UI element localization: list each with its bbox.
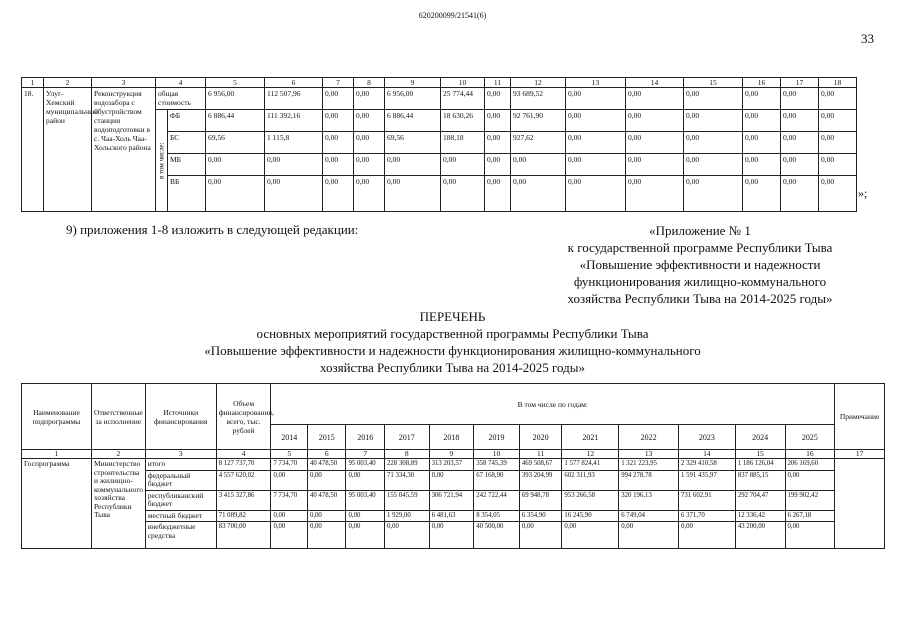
year-header: 2018: [429, 425, 474, 450]
funding-source: местный бюджет: [145, 510, 216, 522]
appendix-line: хозяйства Республики Тыва на 2014-2025 годы»: [567, 291, 833, 306]
value-cell: 69,56: [385, 132, 441, 154]
value-cell: 6 886,44: [385, 110, 441, 132]
value-cell: 953 266,58: [562, 490, 619, 510]
header-responsible: Ответственные за исполнение: [91, 384, 145, 450]
funding-source: федеральный бюджет: [145, 470, 216, 490]
col-index: 5: [271, 450, 308, 459]
program-measures-table: [21, 383, 885, 549]
row-label: МБ: [168, 154, 206, 176]
value-cell: 0,00: [385, 522, 430, 549]
col-index: 3: [145, 450, 216, 459]
value-cell: 469 508,67: [519, 459, 562, 471]
col-index: 6: [307, 450, 346, 459]
document-id: 620200099/21541(6): [418, 11, 487, 20]
value-cell: 43 200,00: [735, 522, 785, 549]
row-number: 18.: [22, 88, 44, 212]
header-note: Примечание: [835, 384, 885, 450]
value-cell: 0,00: [566, 88, 626, 110]
value-cell: 6 267,18: [785, 510, 835, 522]
value-cell: 199 902,42: [785, 490, 835, 510]
table-row: [22, 459, 885, 471]
header-total: Объем финансирования, всего, тыс. рублей: [216, 384, 271, 450]
value-cell: 0,00: [626, 154, 684, 176]
value-cell: 306 721,94: [429, 490, 474, 510]
value-cell: 0,00: [346, 470, 385, 490]
value-cell: 1 591 435,97: [679, 470, 736, 490]
year-header: 2020: [519, 425, 562, 450]
value-cell: 0,00: [354, 110, 385, 132]
value-cell: 0,00: [271, 510, 308, 522]
value-cell: 0,00: [562, 522, 619, 549]
col-index: 7: [346, 450, 385, 459]
row-label: общая стоимость: [156, 88, 206, 110]
value-cell: 0,00: [511, 176, 566, 212]
value-cell: 0,00: [743, 110, 781, 132]
value-cell: 292 704,47: [735, 490, 785, 510]
value-cell: 83 700,00: [216, 522, 271, 549]
value-cell: 0,00: [626, 110, 684, 132]
value-cell: 0,00: [684, 132, 743, 154]
col-index: 15: [735, 450, 785, 459]
value-cell: 1 115,8: [265, 132, 323, 154]
value-cell: 0,00: [566, 110, 626, 132]
year-header: 2024: [735, 425, 785, 450]
value-cell: 16 245,90: [562, 510, 619, 522]
value-cell: 4 557 620,02: [216, 470, 271, 490]
value-cell: 12 336,42: [735, 510, 785, 522]
value-cell: 0,00: [485, 132, 511, 154]
index-row: [22, 450, 885, 459]
closing-quote: »;: [858, 186, 868, 200]
year-header: 2021: [562, 425, 619, 450]
value-cell: 0,00: [485, 154, 511, 176]
value-cell: 95 003,40: [346, 490, 385, 510]
value-cell: 0,00: [346, 522, 385, 549]
value-cell: 0,00: [271, 470, 308, 490]
value-cell: 6 749,04: [619, 510, 679, 522]
value-cell: 8 127 737,70: [216, 459, 271, 471]
value-cell: 0,00: [265, 176, 323, 212]
value-cell: 0,00: [323, 176, 354, 212]
value-cell: 40 500,00: [474, 522, 520, 549]
value-cell: 0,00: [819, 88, 857, 110]
value-cell: 6 956,00: [385, 88, 441, 110]
value-cell: 0,00: [271, 522, 308, 549]
appendix-header: [535, 222, 865, 307]
value-cell: 313 203,57: [429, 459, 474, 471]
funding-source: итого: [145, 459, 216, 471]
value-cell: 0,00: [819, 132, 857, 154]
header-source: Источники финансирования: [145, 384, 216, 450]
value-cell: 0,00: [684, 88, 743, 110]
value-cell: 8 354,05: [474, 510, 520, 522]
value-cell: 0,00: [519, 522, 562, 549]
value-cell: 0,00: [743, 154, 781, 176]
value-cell: 242 722,44: [474, 490, 520, 510]
value-cell: 6 354,90: [519, 510, 562, 522]
district-name: Улуг-Хемский муниципальный район: [44, 88, 92, 212]
col-index: 12: [562, 450, 619, 459]
value-cell: 2 329 410,58: [679, 459, 736, 471]
funding-source: внебюджетные средства: [145, 522, 216, 549]
year-header: 2023: [679, 425, 736, 450]
col-index: 13: [619, 450, 679, 459]
value-cell: 18 630,26: [441, 110, 485, 132]
value-cell: 0,00: [485, 110, 511, 132]
value-cell: 0,00: [781, 110, 819, 132]
col-index: 14: [626, 78, 684, 88]
heading-line: «Повышение эффективности и надежности функционирования жилищно-коммунального: [204, 343, 701, 358]
value-cell: 0,00: [781, 132, 819, 154]
value-cell: 0,00: [323, 132, 354, 154]
col-index: 5: [206, 78, 265, 88]
project-cost-table: [21, 77, 857, 212]
value-cell: 1 929,00: [385, 510, 430, 522]
value-cell: 0,00: [619, 522, 679, 549]
value-cell: 0,00: [354, 132, 385, 154]
col-index: 17: [835, 450, 885, 459]
col-index: 10: [441, 78, 485, 88]
value-cell: 0,00: [743, 88, 781, 110]
value-cell: 320 196,13: [619, 490, 679, 510]
value-cell: 71 089,82: [216, 510, 271, 522]
value-cell: 111 392,16: [265, 110, 323, 132]
value-cell: 0,00: [679, 522, 736, 549]
col-index: 17: [781, 78, 819, 88]
value-cell: 69 948,78: [519, 490, 562, 510]
value-cell: 0,00: [323, 88, 354, 110]
value-cell: 0,00: [485, 176, 511, 212]
value-cell: 0,00: [354, 176, 385, 212]
value-cell: 0,00: [781, 88, 819, 110]
value-cell: 0,00: [441, 154, 485, 176]
value-cell: 7 734,70: [271, 459, 308, 471]
col-index: 8: [385, 450, 430, 459]
value-cell: 0,00: [743, 132, 781, 154]
col-index: 18: [819, 78, 857, 88]
funding-source: республиканский бюджет: [145, 490, 216, 510]
value-cell: 0,00: [429, 470, 474, 490]
value-cell: 0,00: [441, 176, 485, 212]
value-cell: 6 371,70: [679, 510, 736, 522]
table-header-row: [22, 78, 857, 88]
col-index: 15: [684, 78, 743, 88]
note-cell: [835, 459, 885, 549]
header-by-years: В том числе по годам:: [271, 384, 835, 425]
value-cell: 71 334,30: [385, 470, 430, 490]
value-cell: 40 478,50: [307, 490, 346, 510]
col-index: 3: [92, 78, 156, 88]
year-header: 2016: [346, 425, 385, 450]
value-cell: 69,56: [206, 132, 265, 154]
project-name: Реконструкция водозабора с обустройством станции водоподготовки в с. Чаа-Холь Чаа-Хольского района: [92, 88, 156, 212]
col-index: 10: [474, 450, 520, 459]
value-cell: 0,00: [743, 176, 781, 212]
value-cell: 0,00: [307, 510, 346, 522]
col-index: 11: [519, 450, 562, 459]
value-cell: 7 734,70: [271, 490, 308, 510]
value-cell: 0,00: [385, 154, 441, 176]
table-row: [22, 522, 885, 549]
value-cell: 927,62: [511, 132, 566, 154]
value-cell: 0,00: [485, 88, 511, 110]
value-cell: 1 186 126,04: [735, 459, 785, 471]
value-cell: 1 321 223,95: [619, 459, 679, 471]
col-index: 2: [91, 450, 145, 459]
value-cell: 0,00: [566, 176, 626, 212]
amendment-paragraph: 9) приложения 1-8 изложить в следующей редакции:: [66, 222, 359, 237]
col-index: 9: [429, 450, 474, 459]
header-program: Наименование подпрограммы: [22, 384, 92, 450]
col-index: 16: [743, 78, 781, 88]
col-index: 8: [354, 78, 385, 88]
value-cell: 6 481,63: [429, 510, 474, 522]
value-cell: 0,00: [206, 154, 265, 176]
value-cell: 1 577 824,41: [562, 459, 619, 471]
value-cell: 0,00: [265, 154, 323, 176]
value-cell: 25 774,44: [441, 88, 485, 110]
year-header: 2015: [307, 425, 346, 450]
value-cell: 6 886,44: [206, 110, 265, 132]
value-cell: 0,00: [323, 154, 354, 176]
value-cell: 0,00: [354, 154, 385, 176]
in-total-label: в том числе:: [156, 110, 168, 212]
value-cell: 0,00: [819, 176, 857, 212]
col-index: 9: [385, 78, 441, 88]
value-cell: 95 003,40: [346, 459, 385, 471]
list-heading: [0, 308, 905, 376]
col-index: 6: [265, 78, 323, 88]
page-number: 33: [861, 31, 874, 46]
value-cell: 358 745,39: [474, 459, 520, 471]
responsible-body: Министерство строительства и жилищно-коммунального хозяйства Республики Тыва: [91, 459, 145, 549]
value-cell: 155 045,59: [385, 490, 430, 510]
value-cell: 731 602,91: [679, 490, 736, 510]
appendix-line: «Приложение № 1: [649, 223, 751, 238]
value-cell: 837 885,15: [735, 470, 785, 490]
heading-title: ПЕРЕЧЕНЬ: [419, 309, 486, 324]
value-cell: 0,00: [781, 176, 819, 212]
row-label: ВБ: [168, 176, 206, 212]
year-header: 2017: [385, 425, 430, 450]
col-index: 4: [156, 78, 206, 88]
value-cell: 0,00: [385, 176, 441, 212]
table-row: [22, 88, 857, 110]
value-cell: 0,00: [307, 470, 346, 490]
value-cell: 0,00: [206, 176, 265, 212]
value-cell: 3 415 327,86: [216, 490, 271, 510]
value-cell: 92 761,90: [511, 110, 566, 132]
value-cell: 188,18: [441, 132, 485, 154]
value-cell: 393 204,99: [519, 470, 562, 490]
table-row: [22, 490, 885, 510]
value-cell: 0,00: [566, 154, 626, 176]
value-cell: 0,00: [684, 110, 743, 132]
value-cell: 0,00: [566, 132, 626, 154]
value-cell: 0,00: [354, 88, 385, 110]
value-cell: 0,00: [511, 154, 566, 176]
value-cell: 0,00: [684, 154, 743, 176]
value-cell: 0,00: [626, 132, 684, 154]
col-index: 7: [323, 78, 354, 88]
value-cell: 0,00: [307, 522, 346, 549]
value-cell: 206 169,60: [785, 459, 835, 471]
table-row: [22, 510, 885, 522]
value-cell: 602 311,93: [562, 470, 619, 490]
heading-line: основных мероприятий государственной программы Республики Тыва: [256, 326, 649, 341]
col-index: 16: [785, 450, 835, 459]
value-cell: 0,00: [626, 88, 684, 110]
value-cell: 0,00: [323, 110, 354, 132]
appendix-line: к государственной программе Республики Тыва: [567, 240, 833, 255]
row-label: БС: [168, 132, 206, 154]
value-cell: 93 689,52: [511, 88, 566, 110]
value-cell: 0,00: [346, 510, 385, 522]
year-header: 2014: [271, 425, 308, 450]
program-name: Госпрограмма: [22, 459, 92, 549]
value-cell: 112 507,96: [265, 88, 323, 110]
col-index: 1: [22, 78, 44, 88]
heading-line: хозяйства Республики Тыва на 2014-2025 годы»: [319, 360, 586, 375]
value-cell: 67 168,90: [474, 470, 520, 490]
col-index: 12: [511, 78, 566, 88]
table-row: [22, 470, 885, 490]
col-index: 13: [566, 78, 626, 88]
year-header: 2022: [619, 425, 679, 450]
value-cell: 0,00: [819, 154, 857, 176]
value-cell: 6 956,00: [206, 88, 265, 110]
row-label: ФБ: [168, 110, 206, 132]
value-cell: 0,00: [626, 176, 684, 212]
col-index: 2: [44, 78, 92, 88]
value-cell: 0,00: [684, 176, 743, 212]
col-index: 14: [679, 450, 736, 459]
year-header: 2019: [474, 425, 520, 450]
value-cell: 994 278,78: [619, 470, 679, 490]
value-cell: 0,00: [819, 110, 857, 132]
year-header: 2025: [785, 425, 835, 450]
col-index: 1: [22, 450, 92, 459]
appendix-line: функционирования жилищно-коммунального: [573, 274, 827, 289]
col-index: 11: [485, 78, 511, 88]
col-index: 4: [216, 450, 271, 459]
value-cell: 228 308,89: [385, 459, 430, 471]
value-cell: 0,00: [781, 154, 819, 176]
value-cell: 0,00: [785, 522, 835, 549]
appendix-line: «Повышение эффективности и надежности: [579, 257, 821, 272]
value-cell: 0,00: [429, 522, 474, 549]
table-header-row: [22, 384, 885, 425]
value-cell: 0,00: [785, 470, 835, 490]
value-cell: 40 478,50: [307, 459, 346, 471]
